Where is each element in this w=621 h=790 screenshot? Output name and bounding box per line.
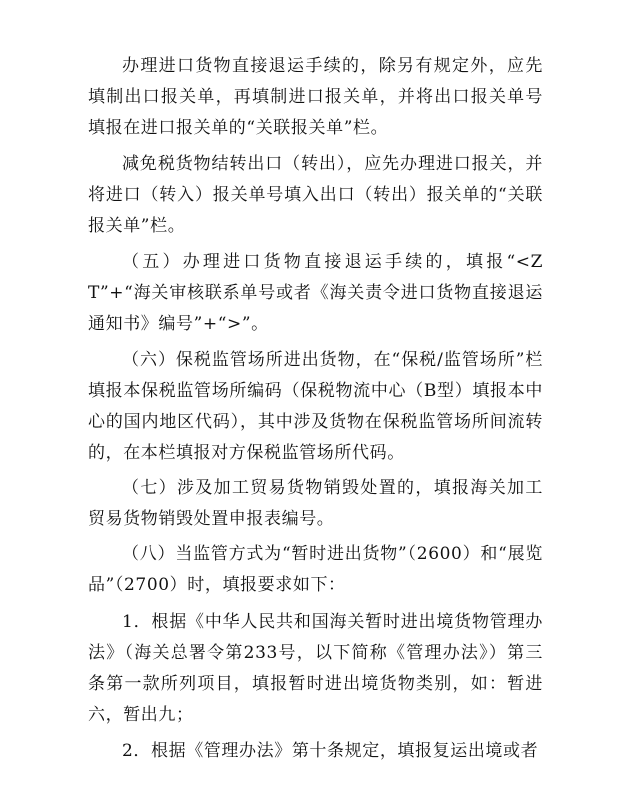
paragraph-item-8: （八）当监管方式为“暂时进出货物”（2600）和“展览品”（2700）时，填报要求如下：: [88, 544, 543, 595]
paragraph-sub-item-1: 1．根据《中华人民共和国海关暂时进出境货物管理办法》（海关总署令第233号，以下简称《管理办法》）第三条第一款所列项目，填报暂时进出境货物类别，如：暂进六，暂出九；: [88, 612, 543, 725]
paragraph-item-6: （六）保税监管场所进出货物，在“保税/监管场所”栏填报本保税监管场所编码（保税物流中心（B型）填报本中心的国内地区代码），其中涉及货物在保税监管场所间流转的，在本栏填报对方保税监管场所代码。: [88, 350, 543, 463]
paragraph-direct-return-declaration-order: 办理进口货物直接退运手续的，除另有规定外，应先填制出口报关单，再填制进口报关单，并将出口报关单号填报在进口报关单的“关联报关单”栏。: [88, 56, 543, 138]
paragraph-duty-reduced-goods-transfer: 减免税货物结转出口（转出），应先办理进口报关，并将进口（转入）报关单号填入出口（转出）报关单的“关联报关单”栏。: [88, 154, 543, 236]
paragraph-item-7: （七）涉及加工贸易货物销毁处置的，填报海关加工贸易货物销毁处置申报表编号。: [88, 478, 543, 529]
paragraph-item-5: （五）办理进口货物直接退运手续的，填报“<ZT”+“海关审核联系单号或者《海关责令进口货物直接退运通知书》编号”+“>”。: [88, 252, 543, 334]
paragraph-sub-item-2: 2．根据《管理办法》第十条规定，填报复运出境或者: [122, 741, 539, 761]
